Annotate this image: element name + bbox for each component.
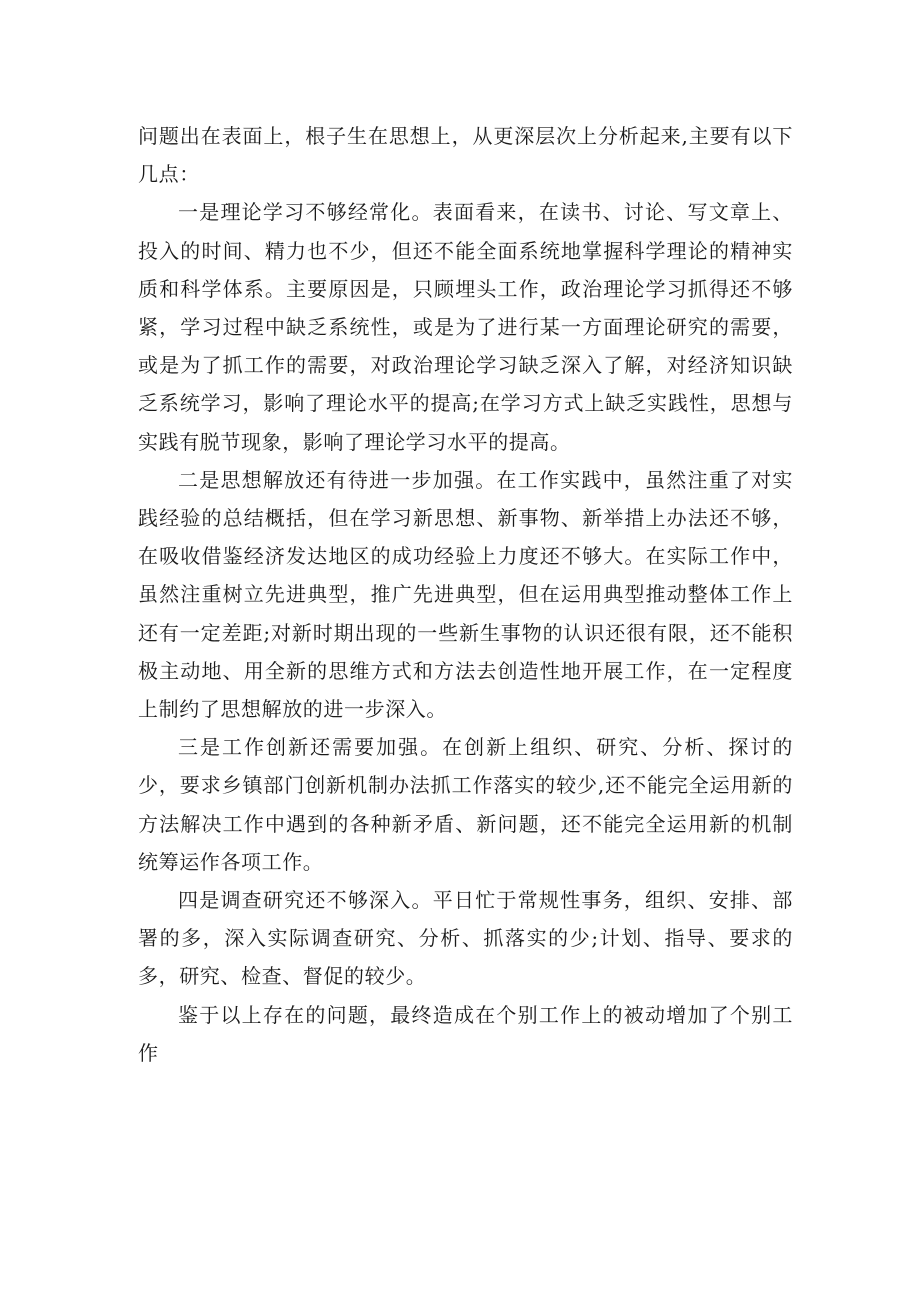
paragraph-point-one: 一是理论学习不够经常化。表面看来，在读书、讨论、写文章上、投入的时间、精力也不少，但还不能全面系统地掌握科学理论的精神实质和科学体系。主要原因是，只顾埋头工作，政治理论学习抓得还不够紧，学习过程中缺乏系统性，或是为了进行某一方面理论研究的需要，或是为了抓工作的需要，对政治理论学习缺乏深入了解，对经济知识缺乏系统学习，影响了理论水平的提高;在学习方式上缺乏实践性，思想与实践有脱节现象，影响了理论学习水平的提高。 — [138, 200, 793, 454]
paragraph-intro: 问题出在表面上，根子生在思想上，从更深层次上分析起来,主要有以下几点： — [138, 124, 793, 187]
paragraph-point-three: 三是工作创新还需要加强。在创新上组织、研究、分析、探讨的少，要求乡镇部门创新机制办法抓工作落实的较少,还不能完全运用新的方法解决工作中遇到的各种新矛盾、新问题，还不能完全运用新的机制统筹运作各项工作。 — [138, 735, 793, 874]
document-body — [138, 117, 793, 1072]
paragraph-conclusion: 鉴于以上存在的问题，最终造成在个别工作上的被动增加了个别工作 — [138, 1002, 793, 1065]
paragraph-point-two: 二是思想解放还有待进一步加强。在工作实践中，虽然注重了对实践经验的总结概括，但在学习新思想、新事物、新举措上办法还不够，在吸收借鉴经济发达地区的成功经验上力度还不够大。在实际工作中，虽然注重树立先进典型，推广先进典型，但在运用典型推动整体工作上还有一定差距;对新时期出现的一些新生事物的认识还很有限，还不能积极主动地、用全新的思维方式和方法去创造性地开展工作，在一定程度上制约了思想解放的进一步深入。 — [138, 467, 793, 722]
paragraph-point-four: 四是调查研究还不够深入。平日忙于常规性事务，组织、安排、部署的多，深入实际调查研究、分析、抓落实的少;计划、指导、要求的多，研究、检查、督促的较少。 — [138, 888, 793, 989]
